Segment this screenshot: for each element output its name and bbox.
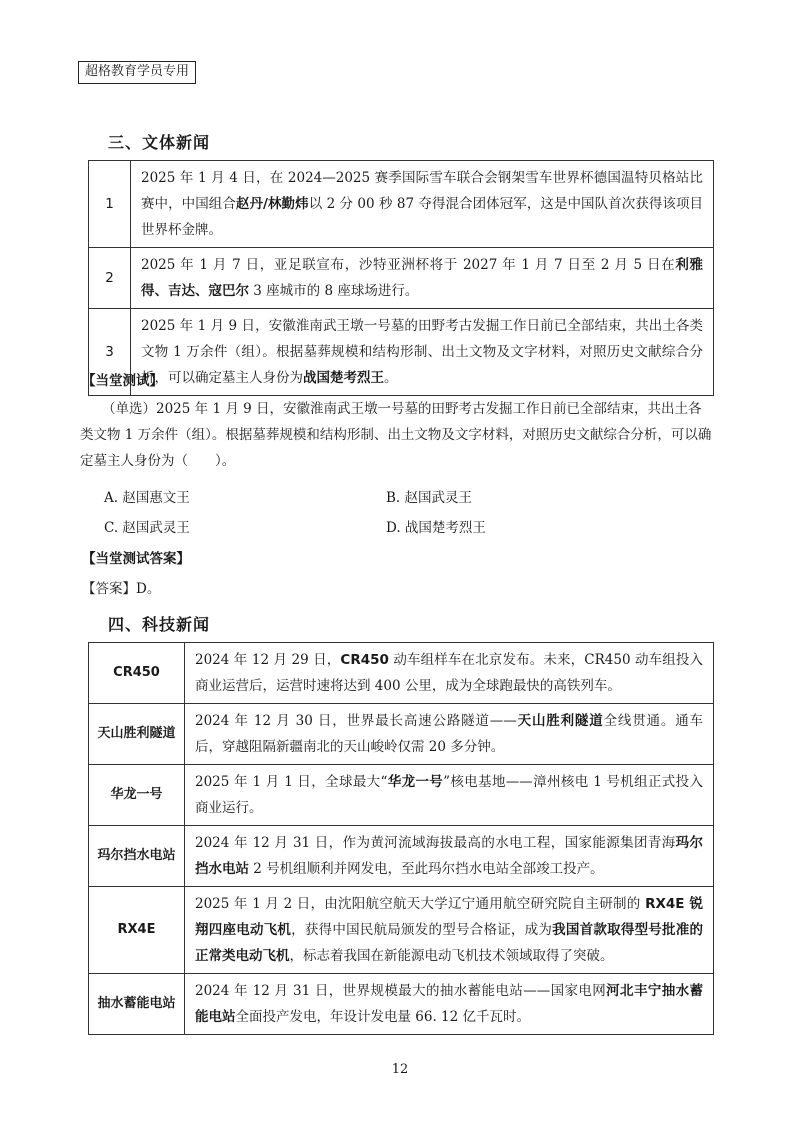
news-text: 2025 年 1 月 9 日，安徽淮南武王墩一号墓的田野考古发掘工作日前已全部结束，共出土各类文物 1 万余件（组）。根据墓葬规模和结构形制、出土文物及文字材料，对照历史文献综合分析，可以确定墓主人身份为战国楚考烈王。 [131, 309, 714, 396]
table-row [89, 887, 714, 974]
quiz-label: 【当堂测试】 [82, 373, 163, 389]
news-text: 2025 年 1 月 1 日，全球最大“华龙一号”核电基地——漳州核电 1 号机组正式投入商业运行。 [185, 765, 714, 826]
news-keyword: 华龙一号 [89, 765, 185, 826]
quiz-answer: 【答案】D。 [82, 581, 161, 597]
header-tag: 超格教育学员专用 [78, 61, 196, 84]
quiz-answer-label: 【当堂测试答案】 [82, 551, 190, 567]
news-text: 2024 年 12 月 31 日，作为黄河流域海拔最高的水电工程，国家能源集团青海玛尔挡水电站 2 号机组顺利并网发电，至此玛尔挡水电站全部竣工投产。 [185, 826, 714, 887]
section-title-culture-sports: 三、文体新闻 [108, 133, 211, 152]
row-number: 3 [89, 309, 131, 396]
table-row [89, 643, 714, 704]
news-text: 2025 年 1 月 2 日，由沈阳航空航天大学辽宁通用航空研究院自主研制的 RX4E 锐翔四座电动飞机，获得中国民航局颁发的型号合格证，成为我国首款取得型号批准的正常类电动飞机，标志着我国在新能源电动飞机技术领域取得了突破。 [185, 887, 714, 974]
news-keyword: 玛尔挡水电站 [89, 826, 185, 887]
quiz-question: （单选）2025 年 1 月 9 日，安徽淮南武王墩一号墓的田野考古发掘工作日前已全部结束，共出土各类文物 1 万余件（组）。根据墓葬规模和结构形制、出土文物及文字材料，对照历史文献综合分析，可以确定墓主人身份为（ ）。 [80, 401, 712, 469]
news-text: 2025 年 1 月 4 日，在 2024—2025 赛季国际雪车联合会钢架雪车世界杯德国温特贝格站比赛中，中国组合赵丹/林勤炜以 2 分 00 秒 87 夺得混合团体冠军，这是中国队首次获得该项目世界杯金牌。 [131, 161, 714, 248]
table-row [89, 826, 714, 887]
culture-sports-news-table [88, 160, 714, 396]
page-number: 12 [391, 1062, 409, 1077]
tech-news-table [88, 642, 714, 1035]
news-keyword: 抽水蓄能电站 [89, 974, 185, 1035]
quiz-option-c: C. 赵国武灵王 [104, 520, 190, 536]
table-row [89, 161, 714, 248]
table-row [89, 704, 714, 765]
news-keyword: RX4E [89, 887, 185, 974]
news-text: 2025 年 1 月 7 日，亚足联宣布，沙特亚洲杯将于 2027 年 1 月 7 日至 2 月 5 日在利雅得、吉达、寇巴尔 3 座城市的 8 座球场进行。 [131, 248, 714, 309]
news-text: 2024 年 12 月 29 日，CR450 动车组样车在北京发布。未来，CR450 动车组投入商业运营后，运营时速将达到 400 公里，成为全球跑最快的高铁列车。 [185, 643, 714, 704]
table-row [89, 974, 714, 1035]
quiz-option-d: D. 战国楚考烈王 [386, 520, 486, 536]
quiz-option-a: A. 赵国惠文王 [104, 490, 190, 506]
table-row [89, 248, 714, 309]
news-text: 2024 年 12 月 31 日，世界规模最大的抽水蓄能电站——国家电网河北丰宁抽水蓄能电站全面投产发电，年设计发电量 66. 12 亿千瓦时。 [185, 974, 714, 1035]
news-text: 2024 年 12 月 30 日，世界最长高速公路隧道——天山胜利隧道全线贯通。通车后，穿越阻隔新疆南北的天山峻岭仅需 20 多分钟。 [185, 704, 714, 765]
news-keyword: CR450 [89, 643, 185, 704]
table-row [89, 765, 714, 826]
news-keyword: 天山胜利隧道 [89, 704, 185, 765]
row-number: 2 [89, 248, 131, 309]
section-title-tech: 四、科技新闻 [108, 615, 211, 634]
row-number: 1 [89, 161, 131, 248]
quiz-option-b: B. 赵国武灵王 [386, 490, 473, 506]
